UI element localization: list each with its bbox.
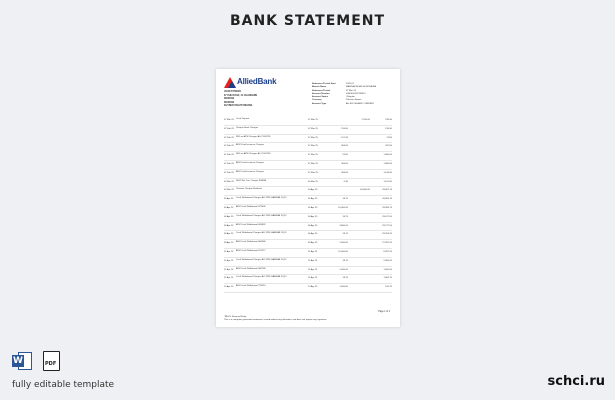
txn-balance: 347.05: [385, 145, 392, 148]
bank-name: AlliedBank: [237, 77, 277, 86]
txn-debit: 2,000.00: [339, 268, 348, 271]
table-row: [224, 258, 392, 267]
table-row: [224, 161, 392, 170]
bank-logo: [224, 77, 294, 89]
footer-line: This is a computer generated statement, issued without any alteration, and does not require any signature.: [224, 319, 327, 322]
table-row: [224, 284, 392, 293]
table-row: [224, 187, 392, 196]
txn-balance: 1,102.00: [383, 180, 392, 183]
txn-description: ATM Card Issuance Charges: [236, 161, 265, 164]
txn-date: 09 Apr 25: [224, 242, 234, 245]
txn-date: 06 Apr 25: [224, 224, 234, 227]
txn-description: Cheque Book Charges: [236, 126, 259, 129]
account-info: [312, 83, 376, 106]
info-value: Pakistan Rupee: [346, 99, 362, 102]
info-value: ALLIED ISLAMIC CURRENT: [346, 102, 375, 105]
txn-value-date: 13 Apr 25: [308, 286, 318, 289]
txn-balance: 1,060.00: [383, 154, 392, 157]
txn-debit: 364.00: [341, 162, 348, 165]
info-label: Branch Name: [312, 86, 327, 89]
txn-value-date: 07 Mar 25: [308, 154, 318, 157]
table-row: [224, 152, 392, 161]
txn-balance: 130.50: [385, 127, 392, 130]
table-row: [224, 240, 392, 249]
address-line: KHYBER PAKHTUNKHWA: [224, 105, 253, 108]
table-row: [224, 179, 392, 188]
statement-footer: [224, 316, 327, 322]
info-value: I Regular: [346, 96, 355, 99]
txn-date: 07 Feb 25: [224, 136, 234, 139]
txn-date: 07 Feb 25: [224, 127, 234, 130]
txn-description: FED on ATM Charges A/c PLS0736: [236, 153, 271, 156]
txn-balance: 43,097.76: [382, 189, 392, 192]
txn-balance: 29,258.25: [382, 233, 392, 236]
txn-description: ATM Card Issuance Charges: [236, 144, 265, 147]
txn-date: 11 Apr 25: [224, 277, 234, 280]
txn-date: 05 Apr 25: [224, 206, 234, 209]
txn-description: ATM Cash Withdrawal 013717: [236, 249, 266, 252]
txn-date: 11 Apr 25: [224, 259, 234, 262]
table-row: [224, 135, 392, 144]
txn-description: WHT Wd. Tax. Cheque 936898: [236, 179, 267, 182]
txn-value-date: 07 Mar 25: [308, 136, 318, 139]
txn-date: 11 Apr 25: [224, 250, 234, 253]
txn-description: Cash Withdrawal Charges A/C PNF HAMZAB ZQ13: [236, 232, 287, 235]
txn-debit: 1,500.00: [339, 286, 348, 289]
txn-value-date: 06 Apr 25: [308, 224, 318, 227]
txn-debit: 364.00: [341, 171, 348, 174]
bank-logo-inner-icon: [228, 81, 236, 88]
txn-debit: 364.00: [341, 145, 348, 148]
txn-value-date: 07 Mar 25: [308, 119, 318, 121]
transactions-table: [224, 117, 392, 293]
txn-value-date: 11 Apr 25: [308, 259, 318, 262]
txn-description: ATM Cash Withdrawal 079605: [236, 205, 266, 208]
txn-value-date: 05 Apr 25: [308, 198, 318, 201]
txn-description: ATM Cash Withdrawal 465768: [236, 267, 266, 270]
table-row: [224, 196, 392, 205]
table-row: [224, 143, 392, 152]
info-label: Account Type: [312, 102, 327, 105]
info-label: Account Status: [312, 96, 329, 99]
txn-description: ATM Card Issuance Charges: [236, 170, 265, 173]
info-value: 2019-01: [346, 83, 355, 85]
txn-value-date: 06 Apr 25: [308, 233, 318, 236]
txn-description: ATM Cash Withdrawal 066468: [236, 241, 266, 244]
txn-date: 05 Apr 25: [224, 198, 234, 201]
txn-balance: 29,277.00: [382, 224, 392, 227]
txn-date: 07 Feb 25: [224, 162, 234, 165]
txn-debit: 18.75: [342, 198, 348, 201]
page-number: Page 1 of 1: [378, 311, 390, 313]
info-label: Statement Period: [312, 89, 330, 92]
txn-value-date: 11 Apr 25: [308, 268, 318, 271]
pdf-label: PDF: [45, 361, 57, 367]
info-label: Statement Period Start: [312, 83, 336, 85]
address-line: MARDAN: [224, 101, 235, 104]
txn-date: 07 Feb 25: [224, 154, 234, 157]
txn-description: Cash Withdrawal Charges A/C PNF HAMZAB ZQ13: [236, 197, 287, 200]
table-row: [224, 249, 392, 258]
txn-debit: 18.75: [342, 233, 348, 236]
info-value: 0000000101788314: [346, 92, 366, 95]
txn-value-date: 04 Apr 25: [308, 189, 318, 192]
txn-balance: 1,104.00: [383, 171, 392, 174]
file-format-icons: [12, 351, 68, 373]
txn-balance: 27,281.25: [382, 242, 392, 245]
table-row: [224, 267, 392, 276]
txn-value-date: 09 Apr 25: [308, 242, 318, 245]
info-value: 07 Mar 19: [346, 89, 356, 92]
txn-debit: 10,000.00: [338, 206, 348, 209]
txn-balance: 33,077.00: [382, 215, 392, 218]
txn-date: 05 Mar 25: [224, 180, 234, 183]
txn-value-date: 11 Apr 25: [308, 250, 318, 253]
txn-date: 11 Apr 25: [224, 268, 234, 271]
txn-debit: 3,800.00: [339, 224, 348, 227]
txn-debit: 2,000.00: [339, 242, 348, 245]
address-line: JOHN STIVENS: [224, 91, 241, 93]
txn-description: Cash Deposit: [236, 118, 250, 120]
txn-debit: 107.45: [341, 136, 348, 139]
txn-value-date: 04 Mar 25: [308, 180, 318, 183]
tagline: fully editable template: [12, 380, 115, 390]
info-label: Account Number: [312, 92, 330, 95]
txn-date: 06 Apr 25: [224, 215, 234, 218]
txn-value-date: 07 Mar 25: [308, 127, 318, 130]
txn-value-date: 11 Apr 25: [308, 277, 318, 280]
txn-description: ATM Cash Withdrawal 732514: [236, 285, 266, 288]
txn-debit: 18.75: [342, 277, 348, 280]
customer-address: [224, 91, 257, 109]
address-line: MARDAN: [224, 98, 235, 101]
site-name: schci.ru: [547, 374, 605, 389]
table-row: [224, 275, 392, 284]
txn-credit: 1,700.00: [361, 119, 370, 121]
word-icon: [12, 351, 32, 371]
txn-description: Cash Withdrawal Charges A/C PNF HAMZAB ZQ13: [236, 258, 287, 261]
txn-debit: 18.75: [342, 259, 348, 262]
info-value: MARDAN ROAD NOWSHERA: [346, 86, 376, 89]
footer-line: *REVS: Reversal Entry: [224, 316, 247, 318]
txn-date: 07 Feb 25: [224, 145, 234, 148]
txn-debit: 18.75: [342, 215, 348, 218]
table-row: [224, 170, 392, 179]
table-row: [224, 205, 392, 214]
statement-document: [216, 69, 400, 327]
txn-credit: 60,000.00: [360, 189, 370, 192]
txn-description: Cash Withdrawal Charges A/C PNF HAMZAB ZQ13: [236, 214, 287, 217]
txn-debit: 10,000.00: [338, 250, 348, 253]
pdf-icon: [43, 351, 60, 371]
txn-description: FED on ATM Charges A/c PLS0736: [236, 135, 271, 138]
txn-balance: 2,900.81: [383, 259, 392, 262]
table-row: [224, 231, 392, 240]
txn-balance: 43,095.75: [382, 198, 392, 201]
txn-balance: 1,600.75: [383, 277, 392, 280]
txn-balance: 1,080.00: [383, 162, 392, 165]
txn-balance: 22.80: [386, 136, 392, 139]
word-letter: W: [13, 356, 23, 366]
txn-date: 13 Apr 25: [224, 286, 234, 289]
address-line: 67 PHE ROAD, 41 CHANGEME: [224, 94, 258, 97]
txn-value-date: 05 Apr 25: [308, 206, 318, 209]
txn-debit: 155.00: [341, 127, 348, 130]
txn-balance: 8,287.25: [383, 250, 392, 253]
txn-balance: 1,000.00: [383, 268, 392, 271]
table-row: [224, 117, 392, 126]
txn-description: Clearent Cheque Realised: [236, 188, 262, 191]
txn-date: 05 Mar 25: [224, 189, 234, 192]
table-row: [224, 126, 392, 135]
txn-value-date: 07 Mar 25: [308, 145, 318, 148]
table-row: [224, 214, 392, 223]
info-label: Currency: [312, 99, 322, 102]
txn-date: 07 Feb 25: [224, 171, 234, 174]
txn-balance: 100.75: [385, 286, 392, 289]
table-row: [224, 223, 392, 232]
txn-debit: 0.30: [343, 180, 348, 183]
txn-value-date: 07 Mar 25: [308, 162, 318, 165]
txn-value-date: 07 Mar 25: [308, 171, 318, 174]
txn-date: 06 Apr 25: [224, 233, 234, 236]
txn-description: Cash Withdrawal Charges A/C PNF HAMZAB ZQ13: [236, 276, 287, 279]
txn-balance: 33,095.75: [382, 206, 392, 209]
page-title: BANK STATEMENT: [229, 13, 386, 29]
txn-value-date: 06 Apr 25: [308, 215, 318, 218]
txn-description: ATM Cash Withdrawal 009692: [236, 223, 266, 226]
info-row: [312, 103, 376, 106]
txn-debit: 22.00: [342, 154, 348, 157]
txn-balance: 235.50: [385, 119, 392, 121]
txn-date: 07 Mar 25: [224, 119, 234, 121]
